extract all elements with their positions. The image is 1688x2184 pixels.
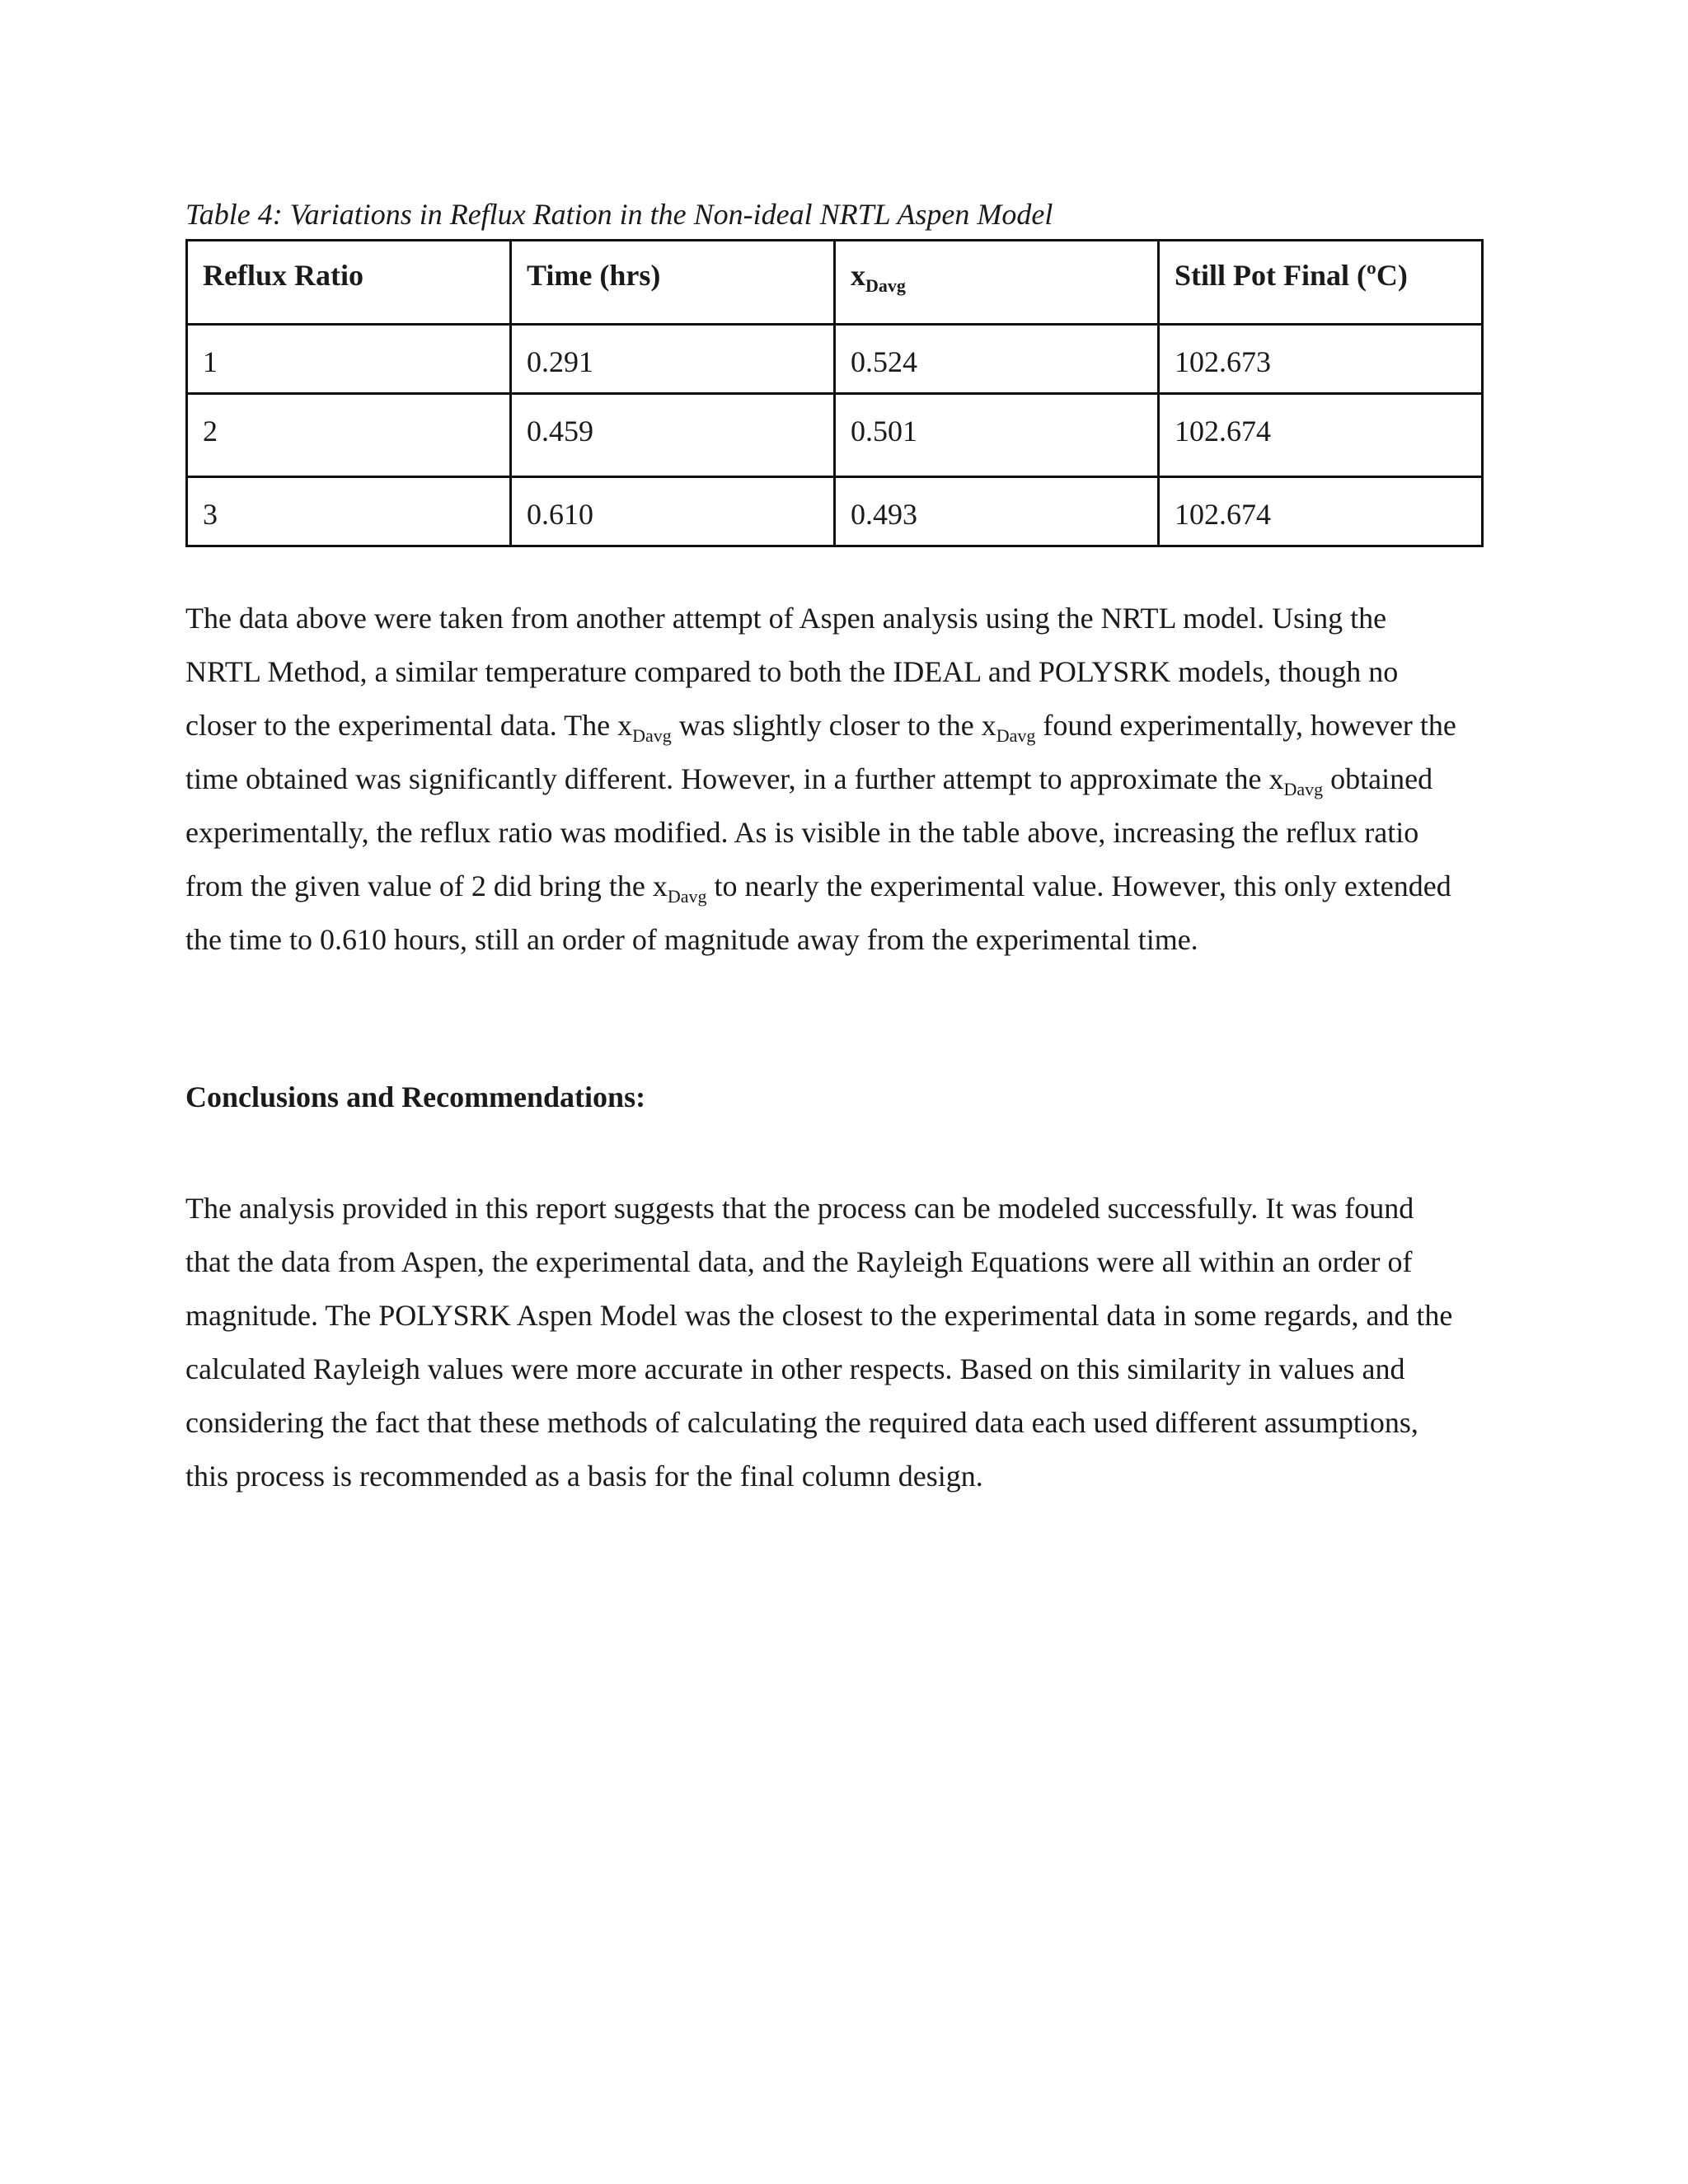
text-run: found experimentally, however the xyxy=(1035,709,1456,742)
cell-time: 0.459 xyxy=(511,394,835,477)
paragraph-line: experimentally, the reflux ratio was modified. As is visible in the table above, increasing the reflux ratio xyxy=(185,816,1419,849)
analysis-paragraph xyxy=(185,592,1484,967)
x-subscript: Davg xyxy=(996,725,1036,746)
conclusions-paragraph xyxy=(185,1182,1484,1503)
paragraph-line xyxy=(185,860,1484,913)
paragraph-line: this process is recommended as a basis for the final column design. xyxy=(185,1460,983,1493)
text-run: closer to the experimental data. The x xyxy=(185,709,633,742)
paragraph-line: calculated Rayleigh values were more accurate in other respects. Based on this similarity in values and xyxy=(185,1352,1405,1385)
table-header-row xyxy=(187,241,1483,325)
text-run: was slightly closer to the x xyxy=(671,709,996,742)
paragraph-line xyxy=(185,752,1484,806)
cell-reflux: 1 xyxy=(187,325,511,394)
text-run: to nearly the experimental value. However, this only extended xyxy=(706,869,1451,902)
cell-reflux: 3 xyxy=(187,477,511,546)
text-run: time obtained was significantly different. However, in a further attempt to approximate the x xyxy=(185,762,1284,795)
cell-time: 0.610 xyxy=(511,477,835,546)
paragraph-line: NRTL Method, a similar temperature compared to both the IDEAL and POLYSRK models, though no xyxy=(185,655,1399,688)
text-run: from the given value of 2 did bring the x xyxy=(185,869,668,902)
header-x: x xyxy=(851,259,865,292)
header-reflux-ratio: Reflux Ratio xyxy=(187,241,511,325)
header-still-pot-final: Still Pot Final (ºC) xyxy=(1159,241,1483,325)
text-run: obtained xyxy=(1323,762,1433,795)
header-xdavg xyxy=(835,241,1159,325)
paragraph-line: The analysis provided in this report suggests that the process can be modeled successfully. It was found xyxy=(185,1192,1414,1225)
paragraph-line: the time to 0.610 hours, still an order of magnitude away from the experimental time. xyxy=(185,923,1198,956)
x-subscript: Davg xyxy=(1283,779,1324,799)
cell-reflux: 2 xyxy=(187,394,511,477)
cell-still-pot: 102.674 xyxy=(1159,477,1483,546)
conclusions-heading: Conclusions and Recommendations: xyxy=(185,1080,646,1113)
paragraph-line xyxy=(185,699,1484,752)
document-page xyxy=(185,196,1484,1503)
cell-xdavg: 0.493 xyxy=(835,477,1159,546)
paragraph-line: that the data from Aspen, the experimental data, and the Rayleigh Equations were all within an order of xyxy=(185,1245,1413,1278)
cell-still-pot: 102.673 xyxy=(1159,325,1483,394)
reflux-ratio-table xyxy=(185,239,1484,547)
table-row xyxy=(187,477,1483,546)
x-subscript: Davg xyxy=(667,886,707,907)
header-time: Time (hrs) xyxy=(511,241,835,325)
paragraph-line: considering the fact that these methods of calculating the required data each used different assumptions, xyxy=(185,1406,1418,1439)
cell-time: 0.291 xyxy=(511,325,835,394)
header-x-subscript: Davg xyxy=(865,275,906,296)
cell-xdavg: 0.524 xyxy=(835,325,1159,394)
table-row xyxy=(187,394,1483,477)
cell-still-pot: 102.674 xyxy=(1159,394,1483,477)
paragraph-line: The data above were taken from another attempt of Aspen analysis using the NRTL model. Using the xyxy=(185,602,1387,635)
cell-xdavg: 0.501 xyxy=(835,394,1159,477)
table-caption: Table 4: Variations in Reflux Ration in the Non-ideal NRTL Aspen Model xyxy=(185,198,1053,231)
paragraph-line: magnitude. The POLYSRK Aspen Model was the closest to the experimental data in some regards, and the xyxy=(185,1299,1453,1332)
x-subscript: Davg xyxy=(632,725,672,746)
table-row xyxy=(187,325,1483,394)
